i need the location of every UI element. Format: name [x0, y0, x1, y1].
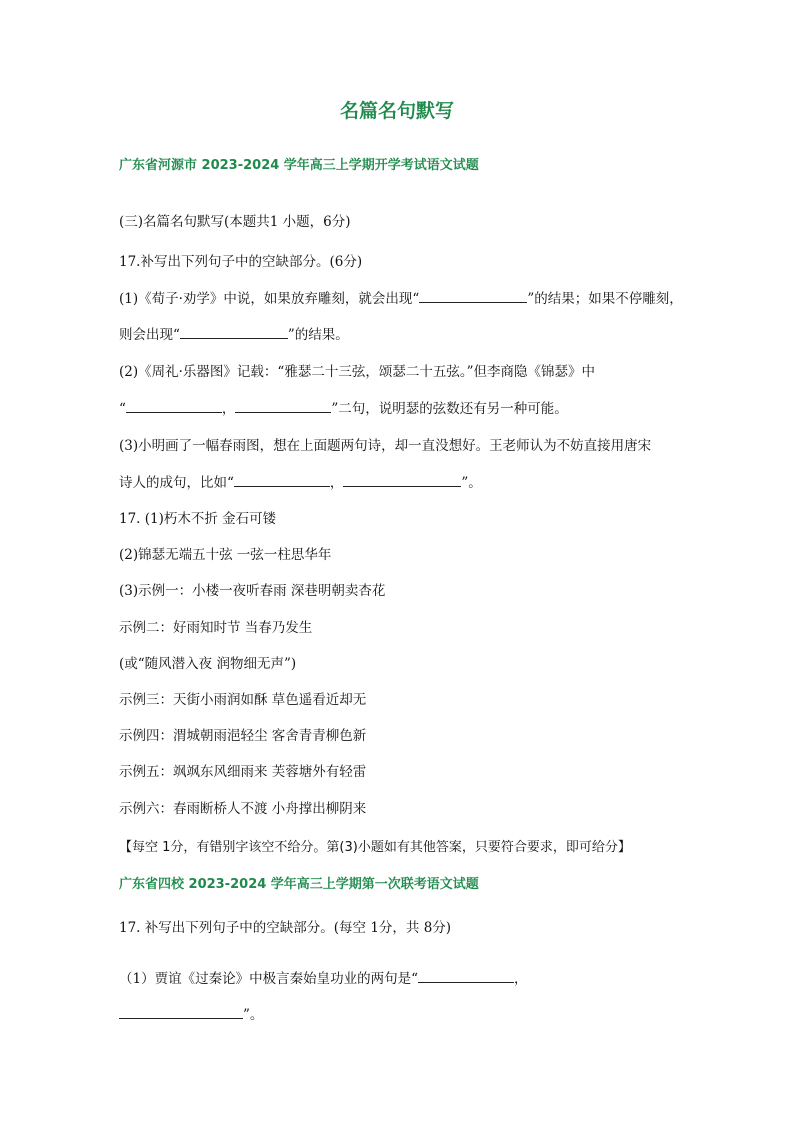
q3-line-1: (3)小明画了一幅春雨图，想在上面题两句诗，却一直没想好。王老师认为不妨直接用唐宋	[119, 438, 652, 454]
s2-q1-line-1	[119, 968, 528, 989]
source-heading-1: 广东省河源市 2023-2024 学年高三上学期开学考试语文试题	[119, 158, 479, 173]
answer-line: 示例五：飒飒东风细雨来 芙蓉塘外有轻雷	[119, 764, 367, 780]
q1-text-a: (1)《荀子·劝学》中说，如果放弃雕刻，就会出现“	[119, 291, 420, 307]
q1-line-2	[119, 324, 349, 345]
answer-line: 示例二：好雨知时节 当春乃发生	[119, 620, 313, 636]
q1-text-c: 则会出现“	[119, 327, 180, 343]
q1-line-1	[119, 288, 683, 309]
answer-blank[interactable]	[119, 1004, 243, 1019]
q2-line-2	[119, 398, 568, 419]
q3-text-d: ”。	[461, 475, 482, 491]
q2-line-1: (2)《周礼·乐器图》记载：“雅瑟二十三弦，颂瑟二十五弦。”但李商隐《锦瑟》中	[119, 364, 595, 380]
answer-line: 示例六：春雨断桥人不渡 小舟撑出柳阴来	[119, 801, 367, 817]
q3-line-2	[119, 472, 482, 493]
q2-text-b: “	[119, 401, 126, 417]
answer-blank[interactable]	[419, 288, 527, 303]
q1-text-b: ”的结果；如果不停雕刻，	[527, 291, 683, 307]
q1-text-d: ”的结果。	[287, 327, 349, 343]
page-title: 名篇名句默写	[339, 100, 454, 122]
answer-line: 示例三：天街小雨润如酥 草色遥看近却无	[119, 692, 367, 708]
answer-blank[interactable]	[234, 472, 330, 487]
answer-line: (2)锦瑟无端五十弦 一弦一柱思华年	[119, 547, 332, 563]
s2-q1-text-c: ”。	[243, 1007, 264, 1023]
answer-blank[interactable]	[180, 324, 288, 339]
scoring-note: 【每空 1分，有错别字该空不给分。第(3)小题如有其他答案，只要符合要求，即可给分】	[119, 840, 631, 855]
answer-blank[interactable]	[343, 472, 461, 487]
section-heading: (三)名篇名句默写(本题共1 小题，6分)	[119, 214, 351, 230]
answer-line: (或“随风潜入夜 润物细无声”)	[119, 656, 297, 672]
question-17-2: 17. 补写出下列句子中的空缺部分。(每空 1分，共 8分)	[119, 920, 452, 936]
source-heading-2: 广东省四校 2023-2024 学年高三上学期第一次联考语文试题	[119, 877, 479, 892]
s2-q1-text-a: （1）贾谊《过秦论》中极言秦始皇功业的两句是“	[119, 971, 418, 987]
answer-line: (3)示例一：小楼一夜听春雨 深巷明朝卖杏花	[119, 583, 386, 599]
answer-line: 示例四：渭城朝雨浥轻尘 客舍青青柳色新	[119, 728, 367, 744]
q3-text-c: ，	[329, 475, 344, 491]
answer-blank[interactable]	[126, 398, 222, 413]
answer-line: 17. (1)朽木不折 金石可镂	[119, 511, 277, 527]
answer-blank[interactable]	[418, 968, 514, 983]
answer-blank[interactable]	[235, 398, 331, 413]
s2-q1-text-b: ，	[514, 971, 528, 987]
s2-q1-line-2	[119, 1004, 263, 1025]
question-17: 17.补写出下列句子中的空缺部分。(6分)	[119, 254, 363, 270]
q3-text-b: 诗人的成句，比如“	[119, 475, 234, 491]
q2-text-d: ”二句，说明瑟的弦数还有另一种可能。	[331, 401, 568, 417]
q2-text-c: ，	[221, 401, 236, 417]
